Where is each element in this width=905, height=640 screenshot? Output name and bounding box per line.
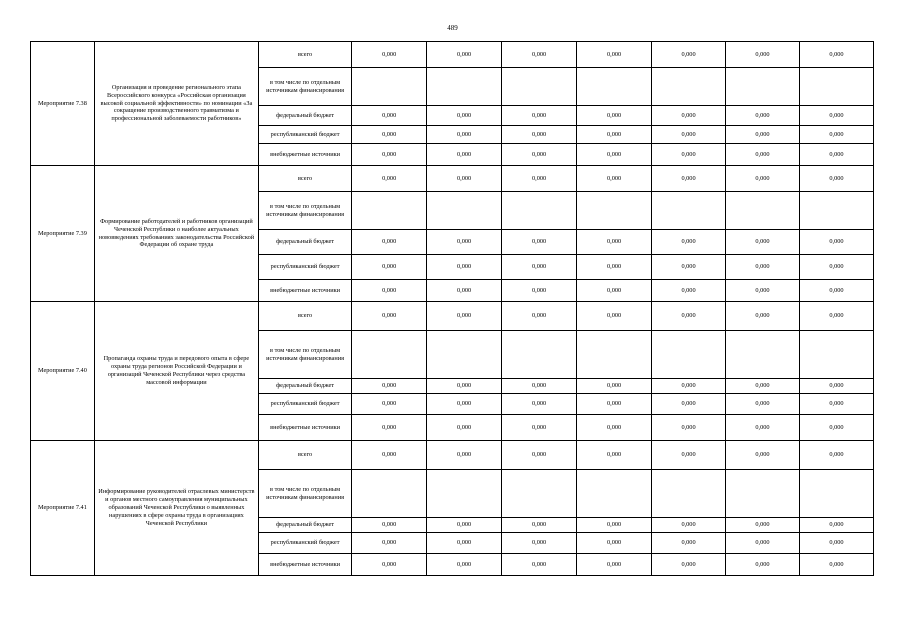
value-cell: 0,000 bbox=[652, 554, 726, 576]
value-cell: 0,000 bbox=[577, 255, 652, 280]
value-cell: 0,000 bbox=[502, 166, 577, 192]
value-cell: 0,000 bbox=[726, 280, 800, 302]
value-cell: 0,000 bbox=[427, 144, 502, 166]
value-cell: 0,000 bbox=[577, 166, 652, 192]
value-cell: 0,000 bbox=[352, 415, 427, 441]
value-cell: 0,000 bbox=[352, 394, 427, 415]
value-cell: 0,000 bbox=[352, 126, 427, 144]
value-cell: 0,000 bbox=[502, 441, 577, 470]
value-cell bbox=[502, 470, 577, 518]
value-cell: 0,000 bbox=[652, 42, 726, 68]
value-cell: 0,000 bbox=[427, 379, 502, 394]
value-cell: 0,000 bbox=[502, 144, 577, 166]
value-cell bbox=[352, 192, 427, 230]
value-cell: 0,000 bbox=[799, 166, 873, 192]
value-cell: 0,000 bbox=[726, 518, 800, 533]
value-cell: 0,000 bbox=[502, 394, 577, 415]
measure-id: Мероприятие 7.39 bbox=[31, 166, 95, 302]
funding-source-federal: федеральный бюджет bbox=[258, 106, 351, 126]
value-cell: 0,000 bbox=[726, 441, 800, 470]
value-cell: 0,000 bbox=[427, 518, 502, 533]
value-cell: 0,000 bbox=[652, 106, 726, 126]
value-cell: 0,000 bbox=[652, 533, 726, 554]
value-cell: 0,000 bbox=[726, 144, 800, 166]
value-cell bbox=[799, 470, 873, 518]
value-cell: 0,000 bbox=[577, 415, 652, 441]
value-cell: 0,000 bbox=[577, 518, 652, 533]
value-cell: 0,000 bbox=[799, 441, 873, 470]
value-cell: 0,000 bbox=[427, 106, 502, 126]
value-cell: 0,000 bbox=[502, 230, 577, 255]
value-cell: 0,000 bbox=[799, 415, 873, 441]
value-cell: 0,000 bbox=[427, 280, 502, 302]
funding-source-extrabudget: внебюджетные источники bbox=[258, 280, 351, 302]
value-cell bbox=[502, 192, 577, 230]
value-cell: 0,000 bbox=[799, 106, 873, 126]
value-cell: 0,000 bbox=[652, 415, 726, 441]
value-cell bbox=[799, 331, 873, 379]
value-cell: 0,000 bbox=[726, 554, 800, 576]
value-cell: 0,000 bbox=[799, 280, 873, 302]
value-cell: 0,000 bbox=[502, 126, 577, 144]
value-cell: 0,000 bbox=[726, 394, 800, 415]
value-cell bbox=[652, 470, 726, 518]
value-cell bbox=[427, 470, 502, 518]
value-cell: 0,000 bbox=[427, 415, 502, 441]
value-cell: 0,000 bbox=[652, 518, 726, 533]
value-cell: 0,000 bbox=[502, 42, 577, 68]
value-cell: 0,000 bbox=[652, 166, 726, 192]
value-cell: 0,000 bbox=[652, 255, 726, 280]
value-cell bbox=[726, 470, 800, 518]
measure-name: Формирование работодателей и работников организаций Чеченской Республики о наиболее актуальных нововведениях требованиях законодательства Российской Федерации об охране труда bbox=[94, 166, 258, 302]
value-cell: 0,000 bbox=[352, 144, 427, 166]
value-cell: 0,000 bbox=[726, 415, 800, 441]
value-cell: 0,000 bbox=[427, 126, 502, 144]
value-cell bbox=[502, 331, 577, 379]
value-cell: 0,000 bbox=[577, 533, 652, 554]
value-cell: 0,000 bbox=[502, 518, 577, 533]
value-cell: 0,000 bbox=[502, 554, 577, 576]
value-cell: 0,000 bbox=[726, 255, 800, 280]
value-cell: 0,000 bbox=[427, 255, 502, 280]
funding-source-total: всего bbox=[258, 166, 351, 192]
measure-id: Мероприятие 7.41 bbox=[31, 441, 95, 576]
value-cell: 0,000 bbox=[502, 106, 577, 126]
measure-name: Организация и проведение регионального этапа Всероссийского конкурса «Российская организация высокой социальной эффективности» по номинации «За сокращение производственного травматизма и профессиональной заболеваемости работников» bbox=[94, 42, 258, 166]
value-cell bbox=[726, 68, 800, 106]
value-cell: 0,000 bbox=[726, 166, 800, 192]
value-cell: 0,000 bbox=[799, 554, 873, 576]
table-row bbox=[31, 42, 874, 68]
value-cell: 0,000 bbox=[577, 379, 652, 394]
value-cell: 0,000 bbox=[577, 280, 652, 302]
value-cell bbox=[577, 192, 652, 230]
value-cell bbox=[652, 192, 726, 230]
funding-source-extrabudget: внебюджетные источники bbox=[258, 144, 351, 166]
value-cell: 0,000 bbox=[352, 441, 427, 470]
measure-id: Мероприятие 7.38 bbox=[31, 42, 95, 166]
value-cell: 0,000 bbox=[577, 394, 652, 415]
value-cell: 0,000 bbox=[502, 255, 577, 280]
value-cell: 0,000 bbox=[799, 394, 873, 415]
funding-source-federal: федеральный бюджет bbox=[258, 230, 351, 255]
table-row bbox=[31, 166, 874, 192]
value-cell: 0,000 bbox=[577, 106, 652, 126]
value-cell: 0,000 bbox=[652, 441, 726, 470]
funding-source-federal: федеральный бюджет bbox=[258, 379, 351, 394]
value-cell bbox=[577, 470, 652, 518]
funding-source-including: в том числе по отдельным источникам финансирования bbox=[258, 331, 351, 379]
value-cell: 0,000 bbox=[427, 302, 502, 331]
funding-source-including: в том числе по отдельным источникам финансирования bbox=[258, 68, 351, 106]
value-cell: 0,000 bbox=[726, 230, 800, 255]
value-cell bbox=[652, 68, 726, 106]
value-cell: 0,000 bbox=[726, 126, 800, 144]
value-cell: 0,000 bbox=[502, 302, 577, 331]
value-cell: 0,000 bbox=[502, 280, 577, 302]
funding-source-including: в том числе по отдельным источникам финансирования bbox=[258, 192, 351, 230]
value-cell: 0,000 bbox=[799, 42, 873, 68]
value-cell: 0,000 bbox=[352, 106, 427, 126]
value-cell: 0,000 bbox=[799, 144, 873, 166]
funding-source-republic: республиканский бюджет bbox=[258, 533, 351, 554]
value-cell bbox=[726, 192, 800, 230]
value-cell: 0,000 bbox=[427, 554, 502, 576]
value-cell: 0,000 bbox=[577, 144, 652, 166]
value-cell: 0,000 bbox=[577, 126, 652, 144]
value-cell: 0,000 bbox=[799, 255, 873, 280]
value-cell: 0,000 bbox=[577, 554, 652, 576]
value-cell bbox=[652, 331, 726, 379]
funding-source-including: в том числе по отдельным источникам финансирования bbox=[258, 470, 351, 518]
value-cell: 0,000 bbox=[652, 126, 726, 144]
value-cell: 0,000 bbox=[799, 379, 873, 394]
value-cell: 0,000 bbox=[652, 379, 726, 394]
value-cell bbox=[427, 331, 502, 379]
value-cell: 0,000 bbox=[577, 230, 652, 255]
measure-id: Мероприятие 7.40 bbox=[31, 302, 95, 441]
financing-table bbox=[30, 41, 874, 576]
table-row bbox=[31, 441, 874, 470]
value-cell: 0,000 bbox=[652, 230, 726, 255]
value-cell bbox=[799, 192, 873, 230]
table-row bbox=[31, 302, 874, 331]
funding-source-extrabudget: внебюджетные источники bbox=[258, 554, 351, 576]
value-cell: 0,000 bbox=[352, 518, 427, 533]
value-cell: 0,000 bbox=[652, 302, 726, 331]
value-cell: 0,000 bbox=[427, 230, 502, 255]
value-cell: 0,000 bbox=[652, 144, 726, 166]
value-cell: 0,000 bbox=[352, 230, 427, 255]
value-cell: 0,000 bbox=[799, 518, 873, 533]
value-cell: 0,000 bbox=[502, 415, 577, 441]
value-cell bbox=[352, 470, 427, 518]
value-cell: 0,000 bbox=[427, 394, 502, 415]
funding-source-republic: республиканский бюджет bbox=[258, 255, 351, 280]
value-cell: 0,000 bbox=[726, 379, 800, 394]
value-cell: 0,000 bbox=[502, 379, 577, 394]
funding-source-total: всего bbox=[258, 302, 351, 331]
funding-source-total: всего bbox=[258, 441, 351, 470]
value-cell: 0,000 bbox=[577, 302, 652, 331]
measure-name: Пропаганда охраны труда и передового опыта в сфере охраны труда регионов Российской Федерации и организаций Чеченской Республики через средства массовой информации bbox=[94, 302, 258, 441]
value-cell: 0,000 bbox=[427, 533, 502, 554]
value-cell: 0,000 bbox=[577, 42, 652, 68]
value-cell bbox=[799, 68, 873, 106]
funding-source-republic: республиканский бюджет bbox=[258, 126, 351, 144]
value-cell: 0,000 bbox=[726, 533, 800, 554]
value-cell: 0,000 bbox=[652, 394, 726, 415]
funding-source-total: всего bbox=[258, 42, 351, 68]
value-cell bbox=[427, 192, 502, 230]
value-cell: 0,000 bbox=[352, 280, 427, 302]
value-cell: 0,000 bbox=[352, 554, 427, 576]
value-cell: 0,000 bbox=[726, 302, 800, 331]
value-cell: 0,000 bbox=[502, 533, 577, 554]
value-cell bbox=[726, 331, 800, 379]
value-cell bbox=[577, 331, 652, 379]
value-cell: 0,000 bbox=[352, 255, 427, 280]
value-cell bbox=[502, 68, 577, 106]
value-cell: 0,000 bbox=[799, 302, 873, 331]
value-cell: 0,000 bbox=[352, 166, 427, 192]
page-number: 489 bbox=[447, 24, 458, 32]
value-cell: 0,000 bbox=[352, 379, 427, 394]
funding-source-extrabudget: внебюджетные источники bbox=[258, 415, 351, 441]
value-cell: 0,000 bbox=[799, 126, 873, 144]
value-cell: 0,000 bbox=[726, 42, 800, 68]
value-cell: 0,000 bbox=[726, 106, 800, 126]
value-cell bbox=[352, 68, 427, 106]
value-cell: 0,000 bbox=[652, 280, 726, 302]
value-cell: 0,000 bbox=[352, 42, 427, 68]
measure-name: Информирование руководителей отраслевых министерств и органов местного самоуправления муниципальных образований Чеченской Республики о выявленных нарушениях в сфере охраны труда в организациях Чеченской Республики bbox=[94, 441, 258, 576]
value-cell: 0,000 bbox=[427, 441, 502, 470]
value-cell: 0,000 bbox=[577, 441, 652, 470]
value-cell: 0,000 bbox=[352, 533, 427, 554]
value-cell: 0,000 bbox=[799, 533, 873, 554]
value-cell: 0,000 bbox=[799, 230, 873, 255]
value-cell bbox=[352, 331, 427, 379]
value-cell bbox=[427, 68, 502, 106]
funding-source-federal: федеральный бюджет bbox=[258, 518, 351, 533]
value-cell: 0,000 bbox=[352, 302, 427, 331]
value-cell: 0,000 bbox=[427, 42, 502, 68]
value-cell bbox=[577, 68, 652, 106]
value-cell: 0,000 bbox=[427, 166, 502, 192]
funding-source-republic: республиканский бюджет bbox=[258, 394, 351, 415]
